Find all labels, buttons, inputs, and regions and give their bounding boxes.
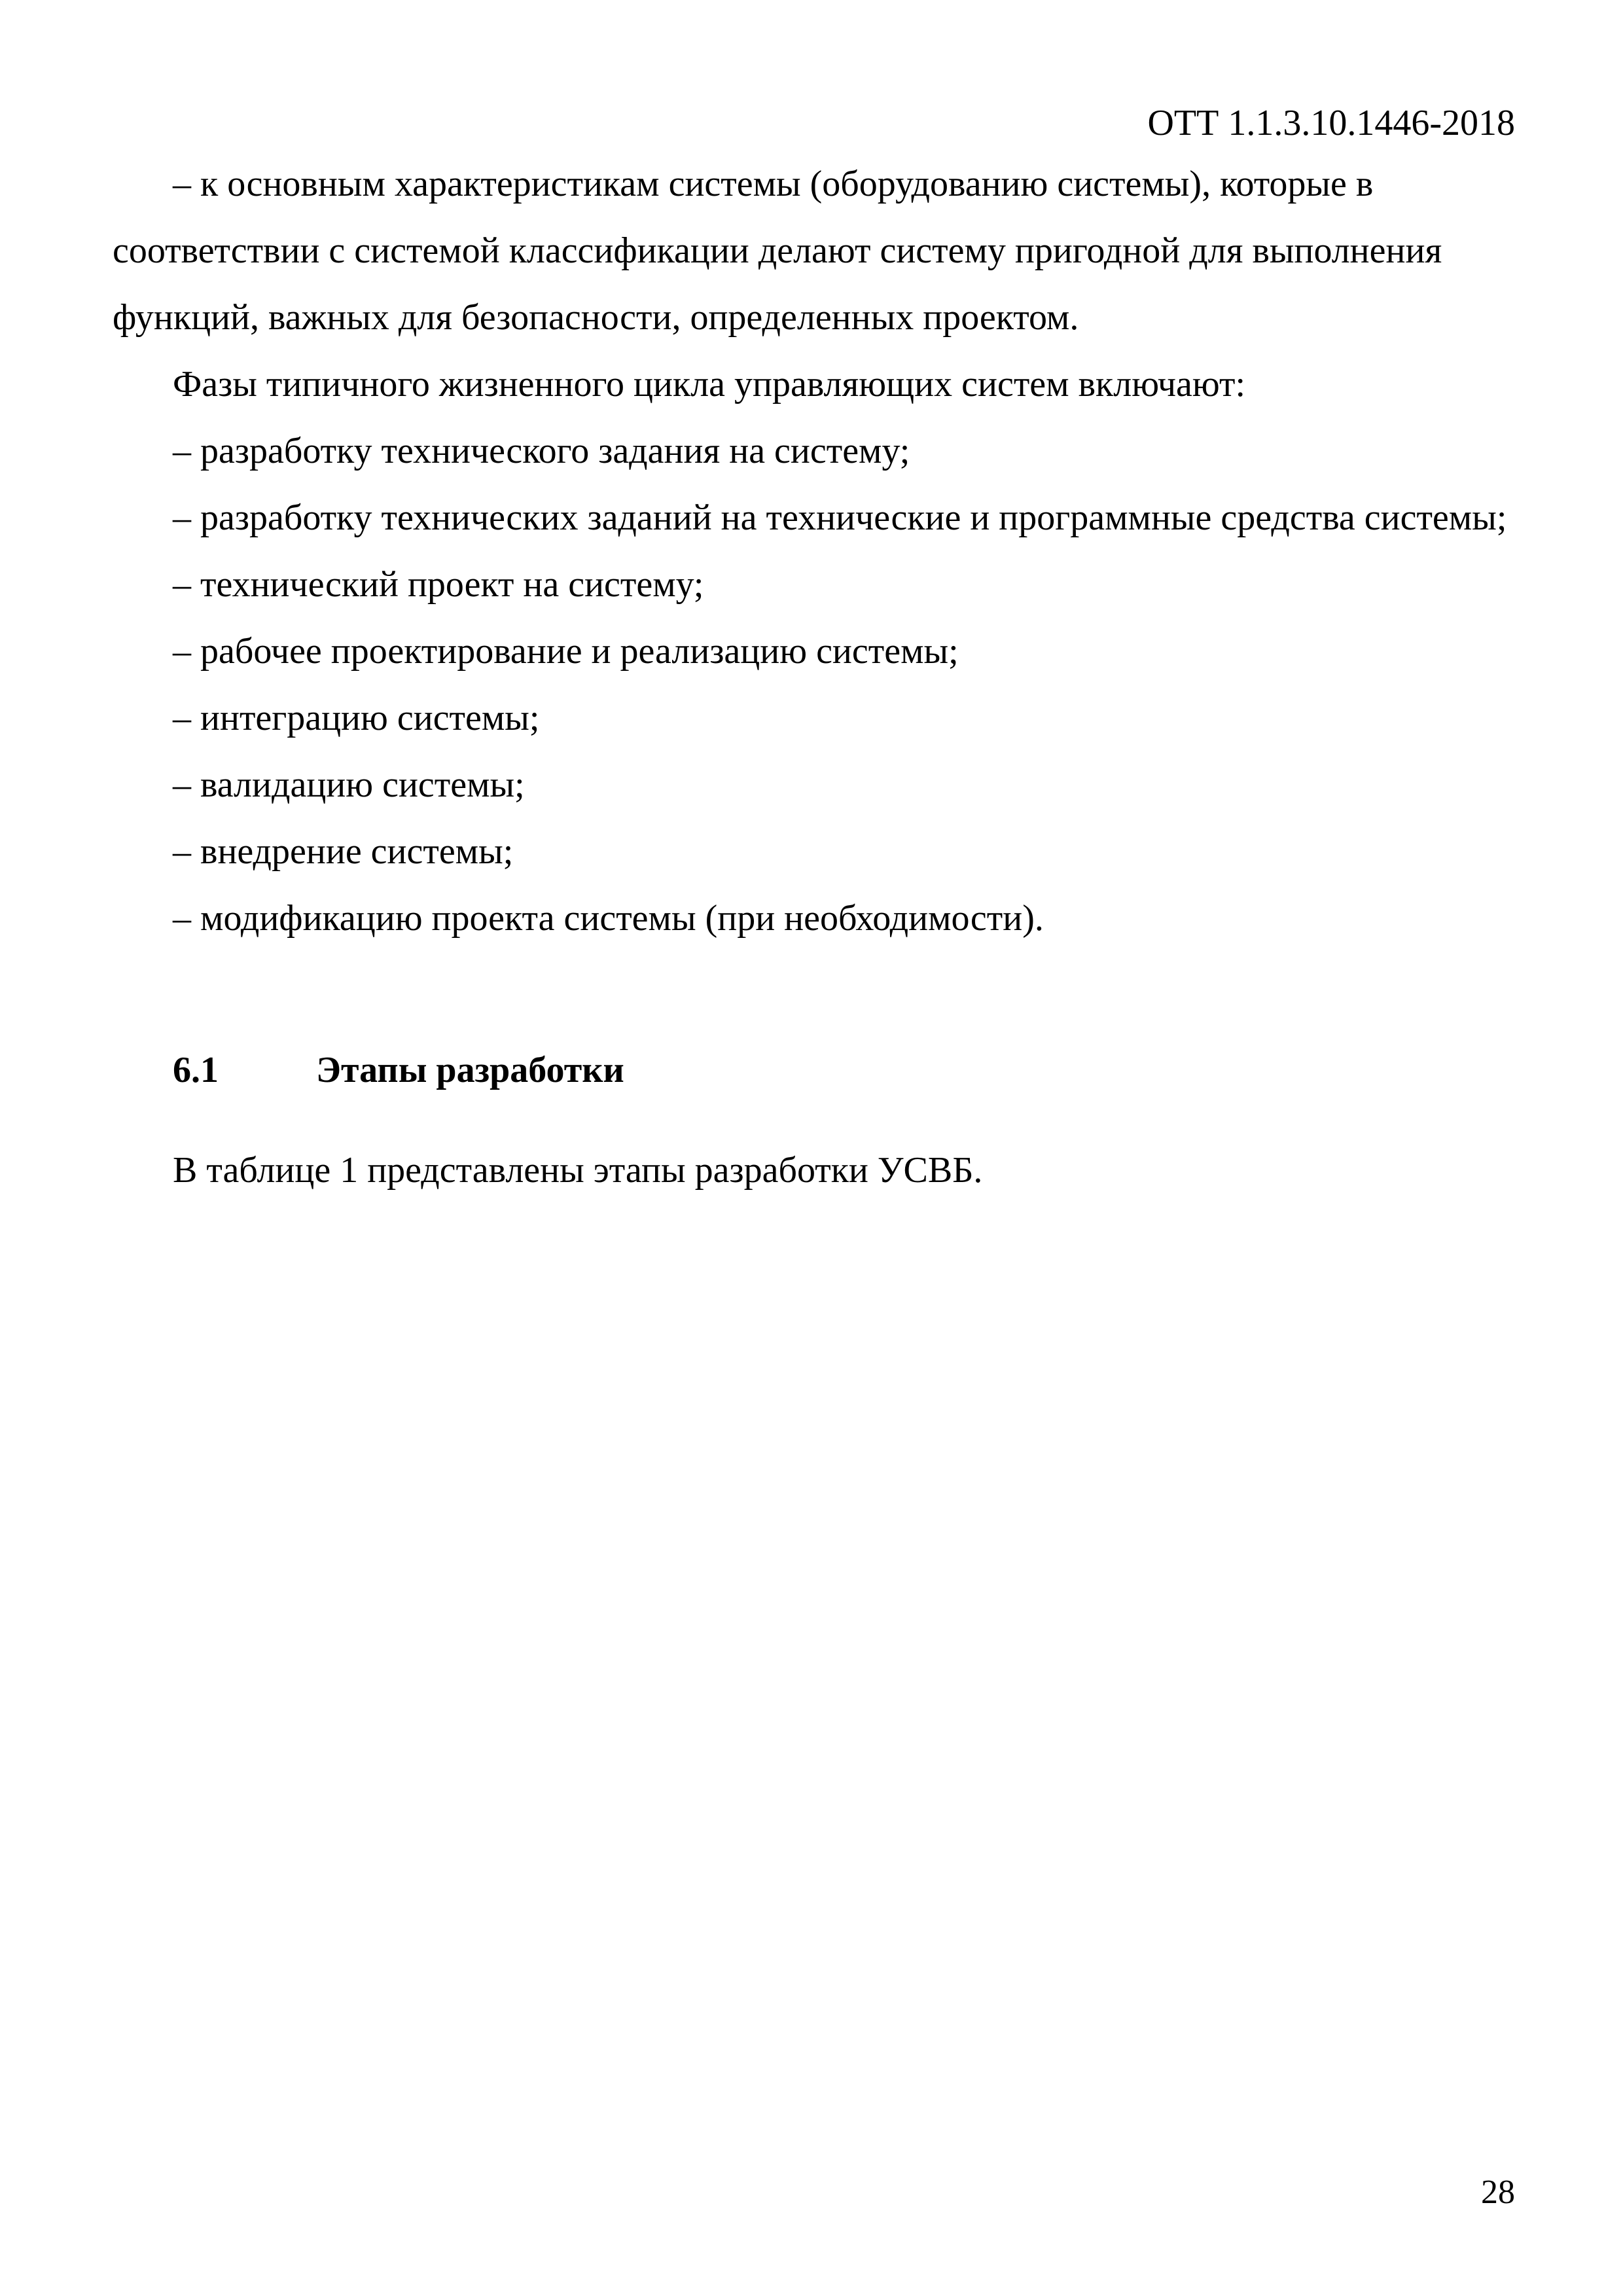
table-reference-text: В таблице 1 представлены этапы разработки УСВБ. — [173, 1150, 983, 1191]
list-item: – внедрение системы; — [173, 831, 514, 872]
paragraph-intro: Фазы типичного жизненного цикла управляющих систем включают: — [173, 364, 1246, 404]
list-item: – рабочее проектирование и реализацию системы; — [173, 631, 959, 672]
section-heading — [173, 1041, 624, 1100]
list-item: – технический проект на систему; — [173, 564, 704, 605]
list-item: – валидацию системы; — [173, 764, 525, 805]
list-item: – разработку технического задания на систему; — [173, 431, 910, 471]
document-code: ОТТ 1.1.3.10.1446-2018 — [1147, 103, 1515, 143]
list-item: – разработку технических заданий на технические и программные средства системы; — [173, 497, 1507, 538]
section-number: 6.1 — [173, 1050, 219, 1090]
page-number: 28 — [1481, 2174, 1515, 2211]
section-title: Этапы разработки — [316, 1050, 624, 1090]
body-text — [113, 151, 1510, 952]
list-item: – интеграцию системы; — [173, 698, 540, 738]
list-item: – модификацию проекта системы (при необходимости). — [173, 898, 1044, 939]
list-item: – к основным характеристикам системы (оборудованию системы), которые в соответствии с системой классификации делают систему пригодной для выполнения функций, важных для безопасности, определенных проектом. — [113, 164, 1442, 338]
